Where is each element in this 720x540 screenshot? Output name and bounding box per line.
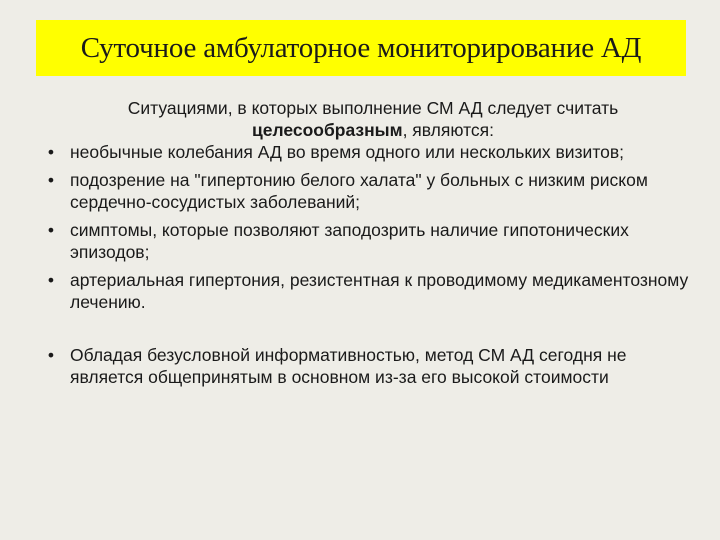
spacer — [44, 319, 694, 344]
slide-title: Суточное амбулаторное мониторирование АД — [80, 31, 642, 64]
indications-list — [44, 141, 694, 313]
intro-text-before: Ситуациями, в которых выполнение СМ АД следует считать — [127, 98, 619, 118]
bullet-icon: • — [47, 170, 55, 190]
list-item — [44, 169, 694, 213]
list-item — [44, 219, 694, 263]
list-item — [44, 269, 694, 313]
intro-paragraph — [44, 97, 694, 141]
bullet-icon: • — [47, 270, 55, 290]
conclusion-list — [44, 344, 694, 388]
list-item-text: подозрение на "гипертонию белого халата" у больных с низким риском сердечно-сосудистых заболеваний; — [70, 170, 648, 212]
list-item-text: необычные колебания АД во время одного или нескольких визитов; — [70, 142, 625, 162]
bullet-icon: • — [47, 142, 55, 162]
conclusion-text: Обладая безусловной информативностью, метод СМ АД сегодня не является общепринятым в основном из-за его высокой стоимости — [70, 345, 627, 387]
list-item — [44, 141, 694, 163]
intro-bold-word: целесообразным — [251, 120, 403, 140]
intro-text-after: , являются: — [402, 120, 495, 140]
list-item — [44, 344, 694, 388]
list-item-text: артериальная гипертония, резистентная к проводимому медикаментозному лечению. — [70, 270, 689, 312]
bullet-icon: • — [47, 345, 55, 365]
list-item-text: симптомы, которые позволяют заподозрить наличие гипотонических эпизодов; — [70, 220, 629, 262]
bullet-icon: • — [47, 220, 55, 240]
title-banner — [36, 20, 686, 76]
slide-content — [44, 97, 694, 394]
